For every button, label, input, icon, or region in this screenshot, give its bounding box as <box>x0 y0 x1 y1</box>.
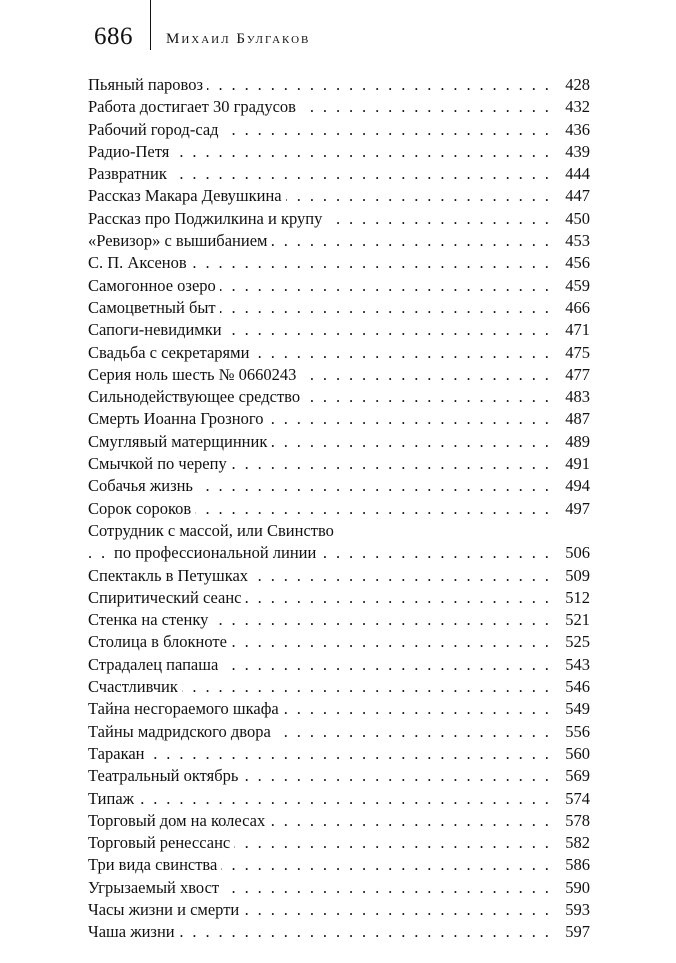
toc-entry-title: Самогонное озеро <box>88 276 220 295</box>
toc-entry-title: Таракан <box>88 744 149 763</box>
page-header <box>0 0 676 60</box>
toc-entry <box>88 698 590 720</box>
toc-entry-page: 487 <box>550 408 590 430</box>
toc-entry-page: 578 <box>550 810 590 832</box>
toc-entry-title: Смуглявый матерщинник <box>88 432 271 451</box>
toc-entry-title: Свадьба с секретарями <box>88 343 253 362</box>
toc-entry-page: 475 <box>550 342 590 364</box>
toc-entry <box>88 275 590 297</box>
toc-entry-page: 447 <box>550 185 590 207</box>
toc-entry-title: Чаша жизни <box>88 922 179 941</box>
toc-entry-page: 456 <box>550 252 590 274</box>
toc-entry-title: Театральный октябрь <box>88 766 242 785</box>
toc-entry <box>88 141 590 163</box>
toc-entry-page: 450 <box>550 208 590 230</box>
toc-entry-page: 439 <box>550 141 590 163</box>
toc-entry-title: Смычкой по черепу <box>88 454 231 473</box>
toc-entry-title: Пьяный паровоз <box>88 75 207 94</box>
toc-entry-title: Сапоги-невидимки <box>88 320 226 339</box>
toc-entry-page: 597 <box>550 921 590 943</box>
toc-entry <box>88 565 590 587</box>
toc-entry-title: Столица в блокноте <box>88 632 231 651</box>
toc-entry <box>88 453 590 475</box>
toc-entry-page: 483 <box>550 386 590 408</box>
toc-entry <box>88 297 590 319</box>
toc-entry <box>88 743 590 765</box>
running-head: Михаил Булгаков <box>166 31 311 47</box>
toc-entry-page: 506 <box>550 542 590 564</box>
toc-entry-title: Сорок сороков <box>88 499 195 518</box>
toc-entry <box>88 631 590 653</box>
toc-entry <box>88 431 590 453</box>
toc-entry-page: 556 <box>550 721 590 743</box>
toc-entry-title: Счастливчик <box>88 677 182 696</box>
toc-entry-page: 444 <box>550 163 590 185</box>
toc-entry <box>88 342 590 364</box>
toc-entry-page: 466 <box>550 297 590 319</box>
toc-entry <box>88 386 590 408</box>
toc-entry <box>88 163 590 185</box>
toc-entry-page: 546 <box>550 676 590 698</box>
toc-entry-title: Рабочий город-сад <box>88 120 223 139</box>
toc-entry-page: 509 <box>550 565 590 587</box>
toc-entry-title: С. П. Аксенов <box>88 253 191 272</box>
toc-entry-page: 521 <box>550 609 590 631</box>
toc-entry-page: 453 <box>550 230 590 252</box>
toc-entry-title: Собачья жизнь <box>88 476 197 495</box>
toc-entry-title: Часы жизни и смерти <box>88 900 243 919</box>
toc-entry-title: Спектакль в Петушках <box>88 566 252 585</box>
toc-entry-title: Угрызаемый хвост <box>88 878 223 897</box>
toc-entry-page: 586 <box>550 854 590 876</box>
toc-entry <box>88 921 590 943</box>
toc-entry-title: Развратник <box>88 164 171 183</box>
toc-entry <box>88 498 590 520</box>
toc-entry-page: 428 <box>550 74 590 96</box>
toc-entry-page: 497 <box>550 498 590 520</box>
toc-entry-title: Торговый дом на колесах <box>88 811 269 830</box>
toc-entry-title: Торговый ренессанс <box>88 833 234 852</box>
toc-entry <box>88 319 590 341</box>
toc-entry <box>88 252 590 274</box>
table-of-contents <box>88 74 590 944</box>
toc-entry <box>88 96 590 118</box>
toc-entry-page: 525 <box>550 631 590 653</box>
toc-entry-page: 582 <box>550 832 590 854</box>
toc-entry <box>88 788 590 810</box>
toc-entry <box>88 832 590 854</box>
toc-entry <box>88 609 590 631</box>
toc-entry <box>88 542 590 564</box>
toc-entry <box>88 721 590 743</box>
toc-entry-page: 471 <box>550 319 590 341</box>
toc-entry-page: 432 <box>550 96 590 118</box>
toc-entry <box>88 185 590 207</box>
toc-entry-title: Страдалец папаша <box>88 655 222 674</box>
toc-entry <box>88 74 590 96</box>
toc-entry <box>88 408 590 430</box>
toc-entry-title-continuation: по профессиональной линии <box>114 543 320 562</box>
toc-entry <box>88 810 590 832</box>
toc-entry-first-line <box>88 520 590 542</box>
toc-entry-title: Сильнодействующее средство <box>88 387 304 406</box>
toc-entry-title: Серия ноль шесть № 0660243 <box>88 365 300 384</box>
toc-entry <box>88 654 590 676</box>
toc-entry-title: Радио-Петя <box>88 142 173 161</box>
toc-entry-page: 459 <box>550 275 590 297</box>
toc-entry-page: 436 <box>550 119 590 141</box>
toc-entry <box>88 899 590 921</box>
toc-entry <box>88 119 590 141</box>
toc-entry-title: Спиритический сеанс <box>88 588 245 607</box>
toc-entry-title: Три вида свинства <box>88 855 221 874</box>
toc-entry-page: 543 <box>550 654 590 676</box>
toc-entry-title: Сотрудник с массой, или Свинство <box>88 521 338 540</box>
toc-entry-title: Смерть Иоанна Грозного <box>88 409 267 428</box>
toc-entry <box>88 208 590 230</box>
toc-entry-page: 590 <box>550 877 590 899</box>
toc-entry-page: 593 <box>550 899 590 921</box>
toc-entry-title: Рассказ Макара Девушкина <box>88 186 286 205</box>
toc-entry <box>88 676 590 698</box>
toc-entry-page: 569 <box>550 765 590 787</box>
toc-entry-title: Самоцветный быт <box>88 298 220 317</box>
toc-entry-title: Тайна несгораемого шкафа <box>88 699 283 718</box>
toc-entry-page: 494 <box>550 475 590 497</box>
header-divider <box>150 0 151 50</box>
toc-entry <box>88 230 590 252</box>
toc-entry-page: 477 <box>550 364 590 386</box>
toc-entry-page: 491 <box>550 453 590 475</box>
toc-entry-page: 549 <box>550 698 590 720</box>
page-number: 686 <box>94 23 133 50</box>
toc-entry-title: Работа достигает 30 градусов <box>88 97 300 116</box>
toc-entry-title: Рассказ про Поджилкина и крупу <box>88 209 326 228</box>
toc-entry-page: 560 <box>550 743 590 765</box>
toc-entry <box>88 587 590 609</box>
toc-entry <box>88 854 590 876</box>
toc-entry-page: 574 <box>550 788 590 810</box>
toc-entry-page: 512 <box>550 587 590 609</box>
toc-entry <box>88 475 590 497</box>
toc-entry <box>88 765 590 787</box>
toc-entry-title: Стенка на стенку <box>88 610 212 629</box>
toc-entry-title: Типаж <box>88 789 138 808</box>
toc-entry <box>88 877 590 899</box>
toc-entry-title: «Ревизор» с вышибанием <box>88 231 271 250</box>
toc-entry <box>88 364 590 386</box>
toc-entry-title: Тайны мадридского двора <box>88 722 275 741</box>
toc-entry-page: 489 <box>550 431 590 453</box>
